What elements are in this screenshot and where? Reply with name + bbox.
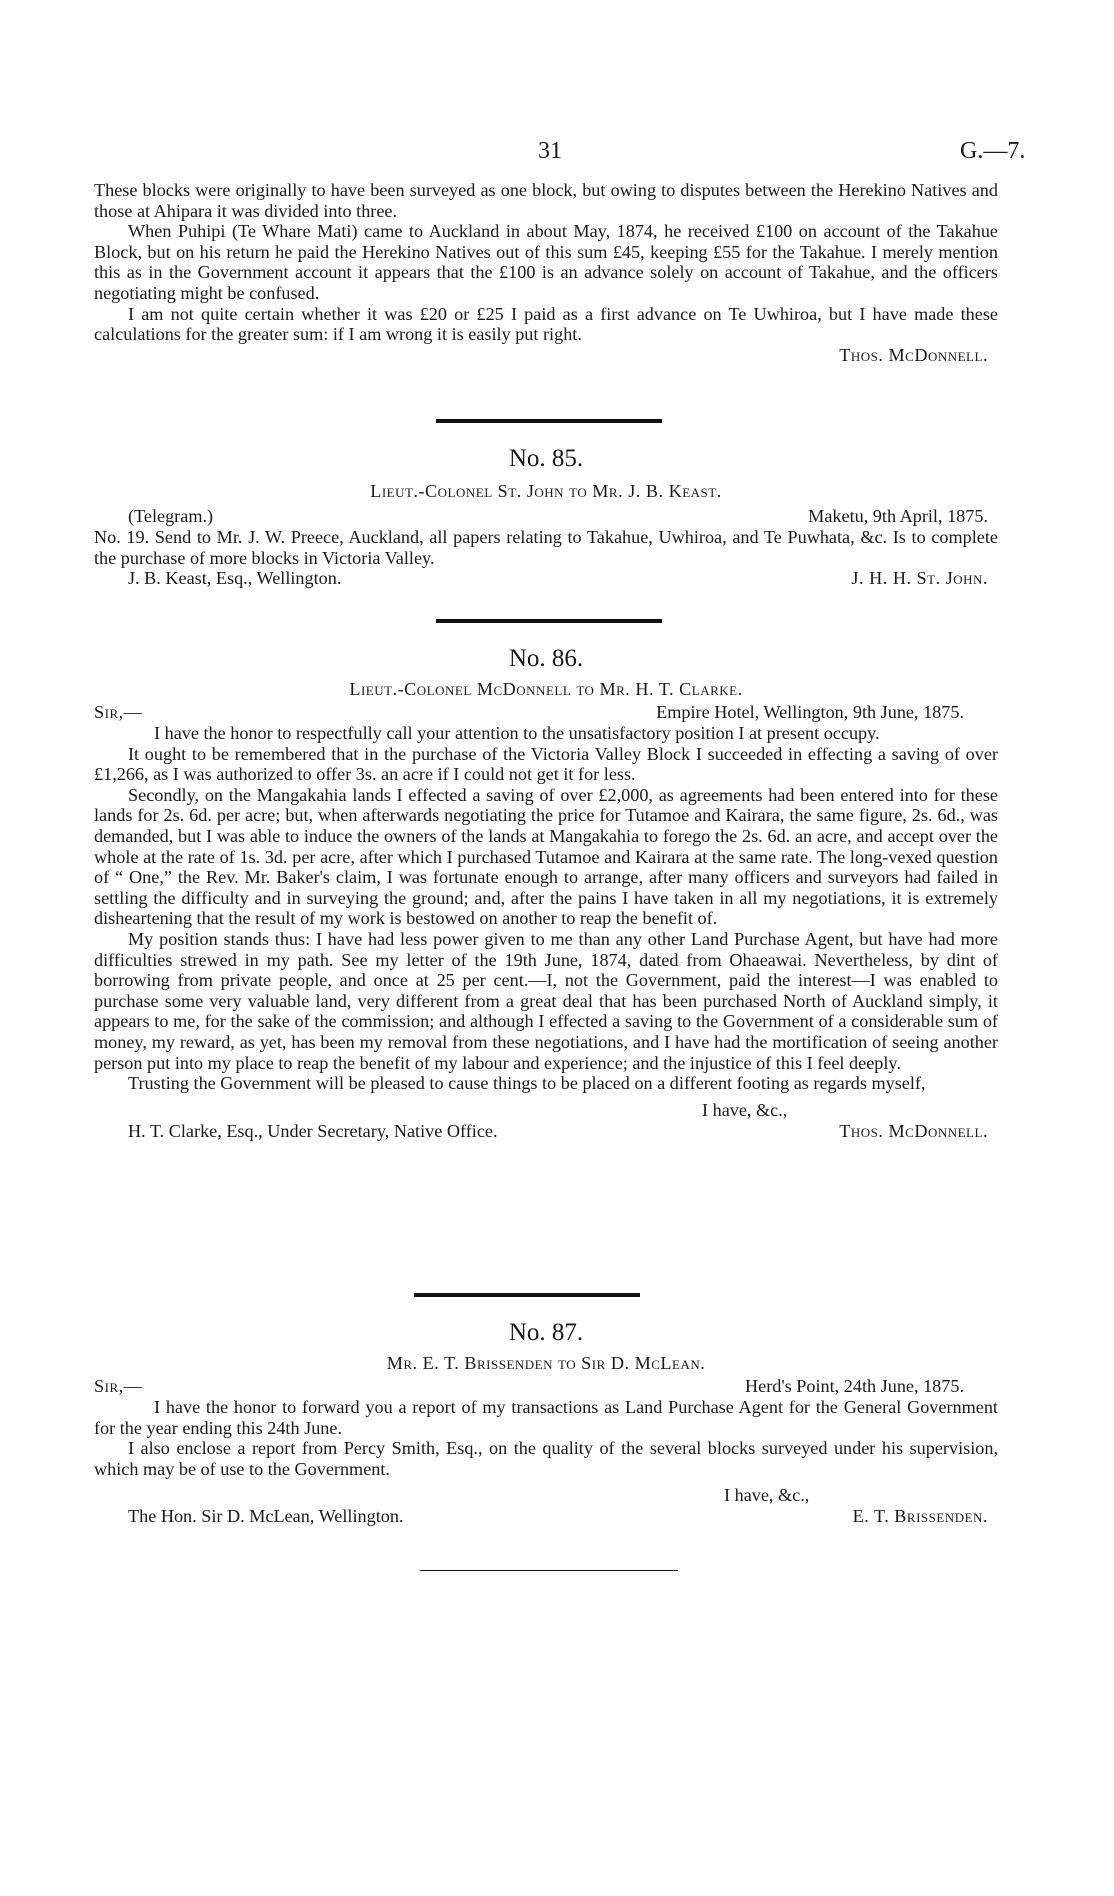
place-date: Herd's Point, 24th June, 1875. bbox=[745, 1376, 964, 1396]
letter-paragraph: My position stands thus: I have had less power given to me than any other Land Purchase Agent, but have had more difficulties strewed in my path. See my letter of the 19th June, 1874, dated from Ohaeawai. Nevertheless, by dint of borrowing from private people, and once at 25 per cent.—I, not the Government, paid the interest—I was enabled to purchase some very valuable land, very different from a great deal that has been purchased North of Auckland simply, it appears to me, for the sake of the commission; and although I effected a saving to the Government of a considerable sum of money, my reward, as yet, has been my removal from these negotiations, and I have had the mortification of seeing another person put into my place to reap the benefit of my labour and experience; and the injustice of this I feel deeply. bbox=[94, 928, 998, 1073]
letter-paragraph: I also enclose a report from Percy Smith, Esq., on the quality of the several blocks surveyed under his supervision, which may be of use to the Government. bbox=[94, 1438, 998, 1479]
letter-85 bbox=[94, 444, 998, 589]
letter-paragraph: Secondly, on the Mangakahia lands I effected a saving of over £2,000, as agreements had been entered into for these lands for 2s. 6d. per acre; but, when afterwards negotiating the price for Tutamoe and Kairara, the same figure, 2s. 6d., was demanded, but I was able to induce the owners of the lands at Mangakahia to forego the 2s. 6d. an acre, and accept over the whole at the rate of 1s. 3d. per acre, after which I purchased Tutamoe and Kairara at the same rate. The long-vexed question of “ One,” the Rev. Mr. Baker's claim, I was fortunate enough to arrange, after many officers and surveyors had failed in settling the difficulty and in surveying the ground; and, after the pains I have taken in all my negotiations, it is extremely disheartening that the result of my work is bestowed on another to reap the benefit of. bbox=[94, 784, 998, 929]
closing-row bbox=[94, 1100, 998, 1121]
section-divider bbox=[436, 419, 662, 423]
signature: Thos. McDonnell. bbox=[839, 344, 988, 365]
intro-section bbox=[94, 180, 998, 366]
letter-paragraph: It ought to be remembered that in the purchase of the Victoria Valley Block I succeeded in effecting a saving of over £1,266, as I was authorized to offer 3s. an acre if I could not get it for less. bbox=[94, 743, 998, 785]
place-date: Maketu, 9th April, 1875. bbox=[808, 506, 988, 526]
salutation-date-row bbox=[94, 702, 998, 723]
letter-87 bbox=[94, 1318, 998, 1527]
letter-paragraph: I have the honor to forward you a report of my transactions as Land Purchase Agent for the General Government for the year ending this 24th June. bbox=[94, 1397, 998, 1438]
salutation: Sir,— bbox=[94, 1376, 143, 1396]
letter-heading: No. 86. bbox=[508, 645, 584, 672]
closing-row bbox=[94, 1485, 998, 1506]
place-date: Empire Hotel, Wellington, 9th June, 1875. bbox=[656, 702, 964, 722]
letter-heading: No. 85. bbox=[508, 445, 584, 472]
intro-signature-row bbox=[94, 345, 998, 366]
address-signature-row bbox=[94, 568, 998, 589]
letter-paragraph: I have the honor to respectfully call your attention to the unsatisfactory position I at present occupy. bbox=[154, 723, 880, 743]
signature: J. H. H. St. John. bbox=[851, 568, 988, 589]
intro-paragraph: I am not quite certain whether it was £20 or £25 I paid as a first advance on Te Uwhiroa, but I have made these calculations for the greater sum: if I am wrong it is easily put right. bbox=[94, 303, 998, 345]
intro-paragraph: When Puhipi (Te Whare Mati) came to Auckland in about May, 1874, he received £100 on account of the Takahue Block, but on his return he paid the Herekino Natives out of this sum £45, keeping £55 for the Takahue. I merely mention this as in the Government account it appears that the £100 is an advance solely on account of Takahue, and the officers negotiating might be confused. bbox=[94, 221, 998, 303]
letter-86 bbox=[94, 644, 998, 1142]
document-reference: G.—7. bbox=[960, 138, 1026, 164]
intro-paragraph: These blocks were originally to have been surveyed as one block, but owing to disputes between the Herekino Natives and those at Ahipara it was divided into three. bbox=[94, 180, 998, 221]
label-date-row bbox=[94, 506, 998, 527]
closing-divider bbox=[420, 1570, 678, 1571]
letter-paragraph: Trusting the Government will be pleased to cause things to be placed on a different footing as regards myself, bbox=[128, 1073, 926, 1094]
salutation-date-row bbox=[94, 1376, 998, 1397]
letter-body: No. 19. Send to Mr. J. W. Preece, Auckland, all papers relating to Takahue, Uwhiroa, and Te Puwhata, &c. Is to complete the purchase of more blocks in Victoria Valley. bbox=[94, 527, 998, 568]
address-signature-row bbox=[94, 1121, 998, 1142]
addressee: J. B. Keast, Esq., Wellington. bbox=[128, 568, 342, 589]
telegram-label: (Telegram.) bbox=[128, 506, 214, 526]
addressee: The Hon. Sir D. McLean, Wellington. bbox=[128, 1506, 404, 1527]
page-number: 31 bbox=[538, 138, 562, 164]
letter-subheading: Lieut.-Colonel St. John to Mr. J. B. Keast. bbox=[370, 481, 722, 501]
address-signature-row bbox=[94, 1506, 998, 1527]
closing: I have, &c., bbox=[702, 1099, 788, 1120]
signature: E. T. Brissenden. bbox=[852, 1506, 988, 1527]
section-divider bbox=[436, 619, 662, 623]
letter-heading: No. 87. bbox=[508, 1319, 584, 1346]
letter-subheading: Lieut.-Colonel McDonnell to Mr. H. T. Clarke. bbox=[349, 679, 743, 699]
closing: I have, &c., bbox=[724, 1485, 810, 1506]
salutation: Sir,— bbox=[94, 702, 143, 722]
section-divider bbox=[414, 1293, 640, 1297]
signature: Thos. McDonnell. bbox=[839, 1120, 988, 1141]
letter-subheading: Mr. E. T. Brissenden to Sir D. McLean. bbox=[386, 1353, 706, 1373]
addressee: H. T. Clarke, Esq., Under Secretary, Native Office. bbox=[128, 1120, 498, 1141]
